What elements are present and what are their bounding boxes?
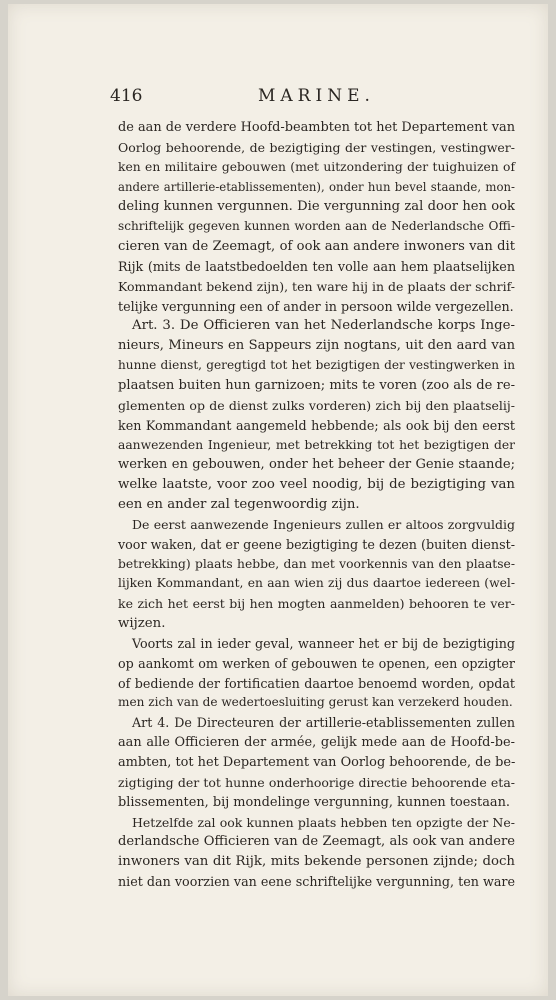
text-line: Oorlog behoorende, de bezigtiging der vestingen, vestingwer- xyxy=(118,139,515,155)
text-line: Hetzelfde zal ook kunnen plaats hebben ten opzigte der Ne- xyxy=(132,814,515,830)
text-line: deling kunnen vergunnen. Die vergunning zal door hen ook xyxy=(118,199,515,215)
text-line: zigtiging der tot hunne onderhoorige directie behoorende eta- xyxy=(118,774,515,790)
text-line: ken en militaire gebouwen (met uitzondering der tuighuizen of xyxy=(118,159,515,174)
text-line: voor waken, dat er geene bezigtiging te dezen (buiten dienst- xyxy=(118,536,515,552)
text-line: inwoners van dit Rijk, mits bekende personen zijnde; doch xyxy=(118,854,515,870)
text-line: Voorts zal in ieder geval, wanneer het er bij de bezigtiging xyxy=(132,635,515,651)
text-line: lijken Kommandant, en aan wien zij dus daartoe iedereen (wel- xyxy=(118,576,515,591)
text-line: wijzen. xyxy=(118,616,166,632)
text-line: ken Kommandant aangemeld hebbende; als ook bij den eerst xyxy=(118,417,515,433)
text-line: niet dan voorzien van eene schriftelijke vergunning, ten ware xyxy=(118,874,515,890)
text-line: aanwezenden Ingenieur, met betrekking tot het bezigtigen der xyxy=(118,437,515,452)
text-line: Rijk (mits de laatstbedoelden ten volle aan hem plaatselijken xyxy=(118,258,515,274)
body-text xyxy=(118,118,515,892)
text-line: schriftelijk gegeven kunnen worden aan de Nederlandsche Offi- xyxy=(118,219,515,234)
running-head: MARINE. xyxy=(258,86,375,106)
text-line: ke zich het eerst bij hen mogten aanmelden) behooren te ver- xyxy=(118,596,515,612)
text-line: nieurs, Mineurs en Sappeurs zijn nogtans, uit den aard van xyxy=(118,338,515,354)
text-line: of bediende der fortificatien daartoe benoemd worden, opdat xyxy=(118,675,515,691)
text-line: Kommandant bekend zijn), ten ware hij in de plaats der schrif- xyxy=(118,278,515,294)
text-line: Art 4. De Directeuren der artillerie-etablissementen zullen xyxy=(132,715,515,731)
text-line: derlandsche Officieren van de Zeemagt, als ook van andere xyxy=(118,834,515,850)
text-line: cieren van de Zeemagt, of ook aan andere inwoners van dit xyxy=(118,239,515,255)
text-line: op aankomt om werken of gebouwen te openen, een opzigter xyxy=(118,655,515,671)
page-number: 416 xyxy=(110,86,143,106)
text-line: De eerst aanwezende Ingenieurs zullen er altoos zorgvuldig xyxy=(132,516,515,532)
text-line: glementen op de dienst zulks vorderen) zich bij den plaatselij- xyxy=(118,397,515,413)
text-line: betrekking) plaats hebbe, dan met voorkennis van den plaatse- xyxy=(118,556,515,571)
text-line: hunne dienst, geregtigd tot het bezigtigen der vestingwerken in xyxy=(118,358,515,373)
page-header xyxy=(110,86,520,110)
text-line: men zich van de wedertoesluiting gerust kan verzekerd houden. xyxy=(118,695,513,710)
text-line: een en ander zal tegenwoordig zijn. xyxy=(118,497,360,513)
text-line: Art. 3. De Officieren van het Nederlandsche korps Inge- xyxy=(132,318,515,334)
text-line: werken en gebouwen, onder het beheer der Genie staande; xyxy=(118,457,515,473)
text-line: andere artillerie-etablissementen), onder hun bevel staande, mon- xyxy=(118,179,515,194)
text-line: de aan de verdere Hoofd-beambten tot het Departement van xyxy=(118,120,515,135)
text-line: telijke vergunning een of ander in persoon wilde vergezellen. xyxy=(118,298,514,314)
text-line: welke laatste, voor zoo veel noodig, bij de bezigtiging van xyxy=(118,477,515,493)
text-line: aan alle Officieren der armée, gelijk mede aan de Hoofd-be- xyxy=(118,735,515,751)
text-line: plaatsen buiten hun garnizoen; mits te voren (zoo als de re- xyxy=(118,377,515,393)
text-line: ambten, tot het Departement van Oorlog behoorende, de be- xyxy=(118,755,516,770)
text-line: blissementen, bij mondelinge vergunning, kunnen toestaan. xyxy=(118,794,510,810)
